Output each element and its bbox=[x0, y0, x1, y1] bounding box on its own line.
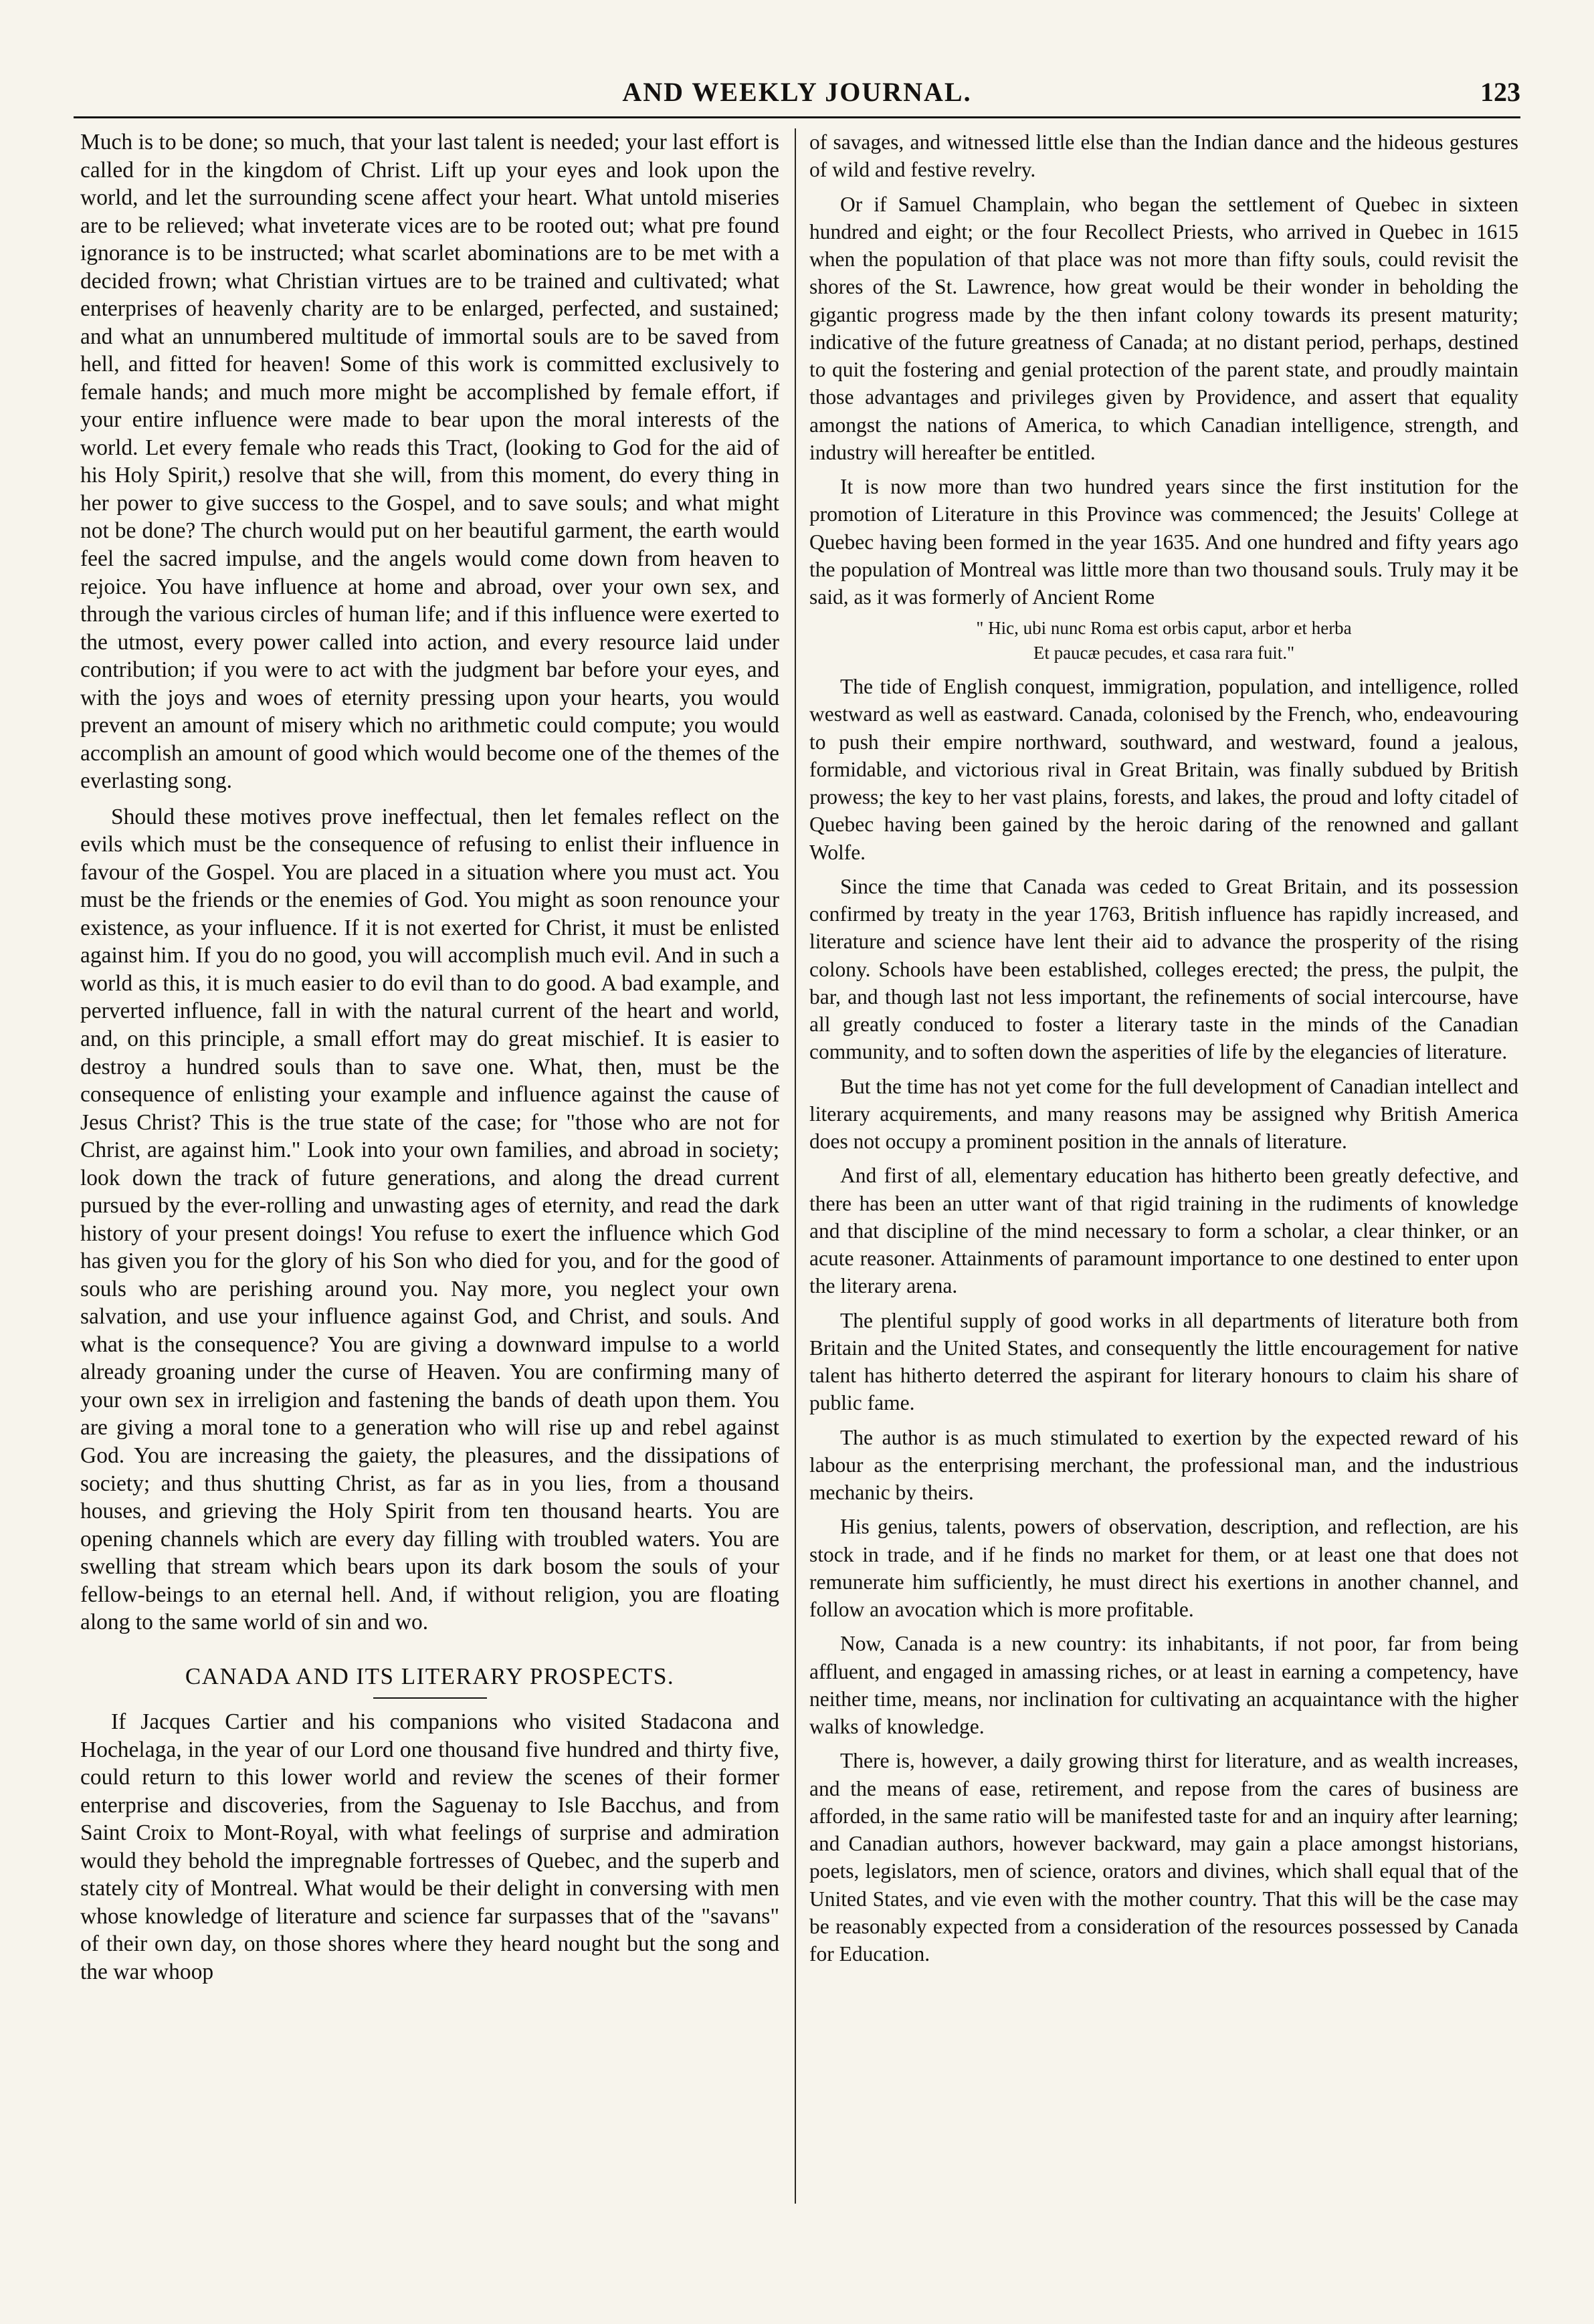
header-rule bbox=[74, 116, 1520, 118]
paragraph: It is now more than two hundred years since the first institution for the promotion of Literature in this Province was commenced; the Jesuits' College at Quebec having been formed in the year 1635. And one hundred and fifty years ago the population of Montreal was little more than two thousand souls. Truly may it be said, as it was formerly of Ancient Rome bbox=[809, 475, 1518, 609]
paragraph: Now, Canada is a new country: its inhabitants, if not poor, far from being affluent, and engaged in amassing riches, or at least in earning a competency, have neither time, means, nor inclination for cultivating an acquaintance with the higher walks of knowledge. bbox=[809, 1632, 1518, 1739]
paragraph: The author is as much stimulated to exertion by the expected reward of his labour as the enterprising merchant, the professional man, and the industrious mechanic by theirs. bbox=[809, 1425, 1518, 1505]
quote-line: Et paucæ pecudes, et casa rara fuit." bbox=[1033, 642, 1295, 663]
latin-quotation bbox=[809, 616, 1518, 665]
page-number: 123 bbox=[1480, 77, 1520, 107]
section-title: CANADA AND ITS LITERARY PROSPECTS. bbox=[185, 1663, 675, 1689]
paragraph: The tide of English conquest, immigration, population, and intelligence, rolled westward as well as eastward. Canada, colonised by the French, who, endeavouring to push their empire northward, southward, and westward, found a jealous, formidable, and victorious rival in Great Britain, was finally subdued by British prowess; the key to her vast plains, forests, and lakes, the proud and lofty citadel of Quebec having been gained by the heroic daring of the renowned and gallant Wolfe. bbox=[809, 675, 1518, 864]
paragraph: Should these motives prove ineffectual, then let females reflect on the evils which must be the consequence of refusing to enlist their influence in favour of the Gospel. You are placed in a situation where you must act. You must be the friends or the enemies of God. You might as soon renounce your existence, as your influence. If it is not exerted for Christ, it must be enlisted against him. If you do no good, you will accomplish much evil. And in such a world as this, it is much easier to do evil than to do good. A bad example, and perverted influence, fall in with the natural current of the heart and world, and, on this principle, a small effort may do great mischief. It is easier to destroy a hundred souls than to save one. What, then, must be the consequence of enlisting your example and influence against the cause of Jesus Christ? This is the true state of the case; for "those who are not for Christ, are against him." Look into your own families, and abroad in society; look down the track of future generations, and along the dread current pursued by the ever-rolling and unwasting ages of eternity, and read the dark history of your present doings! You refuse to exert the influence which God has given you for the glory of his Son who died for you, and for the good of souls who are perishing around you. Nay more, you neglect your own salvation, and use your influence against God, and Christ, and souls. And what is the consequence? You are giving a downward impulse to a world already groaning under the curse of Heaven. You are confirming many of your own sex in irreligion and fastening the bands of death upon them. You are giving a moral tone to a generation who will rise up and rebel against God. You are increasing the gaiety, the pleasures, and the dissipations of society; and thus shutting Christ, as far as in you lies, from a thousand houses, and grieving the Holy Spirit from ten thousand hearts. You are opening channels which are every day filling with troubled waters. You are swelling that stream which bears upon its dark bosom the souls of your fellow-beings to an eternal hell. And, if without religion, you are floating along to the same world of sin and wo. bbox=[80, 804, 779, 1635]
paragraph: Or if Samuel Champlain, who began the settlement of Quebec in sixteen hundred and eight; or the four Recollect Priests, who arrived in Quebec in 1615 when the population of that place was not more than fifty souls, could revisit the shores of the St. Lawrence, how great would be their wonder in beholding the gigantic progress made by the then infant colony towards its present maturity; indicative of the future greatness of Canada; at no distant period, perhaps, destined to quit the fostering and genial protection of the parent state, and proudly maintain those advantages and privileges given by Providence, and assert that equality amongst the nations of America, to which Canadian intelligence, strength, and industry will hereafter be entitled. bbox=[809, 192, 1518, 464]
paragraph: Since the time that Canada was ceded to Great Britain, and its possession confirmed by treaty in the year 1763, British influence has rapidly increased, and literature and science have lent their aid to advance the prosperity of the rising colony. Schools have been established, colleges erected; the press, the pulpit, the bar, and though last not less important, the refinements of social intercourse, have all greatly conduced to foster a literary taste in the minds of the Canadian community, and to soften down the asperities of life by the elegancies of literature. bbox=[809, 874, 1518, 1064]
paragraph: His genius, talents, powers of observation, description, and reflection, are his stock in trade, and if he finds no market for them, or at least one that does not remunerate him sufficiently, he must direct his exertions in another channel, and follow an avocation which is more profitable. bbox=[809, 1515, 1518, 1622]
paragraph: of savages, and witnessed little else than the Indian dance and the hideous gestures of wild and festive revelry. bbox=[809, 130, 1518, 182]
paragraph: Much is to be done; so much, that your last talent is needed; your last effort is called for in the kingdom of Christ. Lift up your eyes and look upon the world, and let the surrounding scene affect your heart. What untold miseries are to be relieved; what inveterate vices are to be rooted out; what pre found ignorance is to be instructed; what scarlet abominations are to be met with a decided frown; what Christian virtues are to be trained and cultivated; what enterprises of heavenly charity are to be enlarged, perfected, and sustained; and what an unnumbered multitude of immortal souls are to be saved from hell, and fitted for heaven! Some of this work is committed exclusively to female hands; and much more might be accomplished by female effort, if your entire influence were made to bear upon the moral interests of the world. Let every female who reads this Tract, (looking to God for the aid of his Holy Spirit,) resolve that she will, from this moment, do every thing in her power to give success to the Gospel, and to save souls; and what might not be done? The church would put on her beautiful garment, the earth would feel the sacred impulse, and the angels would come down from heaven to rejoice. You have influence at home and abroad, over your own sex, and through the various circles of human life; and if this influence were exerted to the utmost, every power called into action, and every resource laid under contribution; if you were to act with the judgment bar before your eyes, and with the joys and woes of eternity pressing upon your hearts, you would prevent an amount of misery which no arithmetic could compute; you would accomplish an amount of good which would become one of the themes of the everlasting song. bbox=[80, 130, 779, 794]
paragraph: There is, however, a daily growing thirst for literature, and as wealth increases, and the means of ease, retirement, and repose from the cares of business are afforded, in the same ratio will be manifested taste for and an inquiry after learning; and Canadian authors, however backward, may gain a place amongst historians, poets, legislators, men of science, orators and divines, which shall equal that of the United States, and vie even with the mother country. That this will be the case may be reasonably expected from a consideration of the resources possessed by Canada for Education. bbox=[809, 1749, 1518, 1966]
column-divider bbox=[795, 128, 796, 2204]
right-column bbox=[809, 128, 1518, 2264]
running-title: AND WEEKLY JOURNAL. bbox=[622, 77, 972, 107]
running-head bbox=[74, 75, 1520, 115]
paragraph: And first of all, elementary education has hitherto been greatly defective, and there has been an utter want of that rigid training in the rudiments of knowledge and that discipline of the mind necessary to form a scholar, a clear thinker, or an acute reasoner. Attainments of paramount importance to one destined to enter upon the literary arena. bbox=[809, 1164, 1518, 1298]
paragraph: The plentiful supply of good works in all departments of literature both from Britain and the United States, and consequently the little encouragement for native talent has hitherto deterred the aspirant for literary honours to claim his share of public fame. bbox=[809, 1308, 1518, 1415]
quote-line: " Hic, ubi nunc Roma est orbis caput, arbor et herba bbox=[976, 618, 1352, 639]
section-rule bbox=[373, 1697, 487, 1699]
left-column bbox=[80, 128, 779, 2264]
paragraph: If Jacques Cartier and his companions who visited Stadacona and Hochelaga, in the year of our Lord one thousand five hundred and thirty five, could return to this lower world and review the scenes of their former enterprise and discoveries, from the Saguenay to Isle Bacchus, and from Saint Croix to Mont-Royal, with what feelings of surprise and admiration would they behold the impregnable fortresses of Quebec, and the superb and stately city of Montreal. What would be their delight in conversing with men whose knowledge of literature and science far surpasses that of the "savans" of their own day, on those shores where they heard nought but the song and the war whoop bbox=[80, 1709, 779, 1984]
paragraph: But the time has not yet come for the full development of Canadian intellect and literary acquirements, and many reasons may be assigned why British America does not occupy a prominent position in the annals of literature. bbox=[809, 1074, 1518, 1154]
